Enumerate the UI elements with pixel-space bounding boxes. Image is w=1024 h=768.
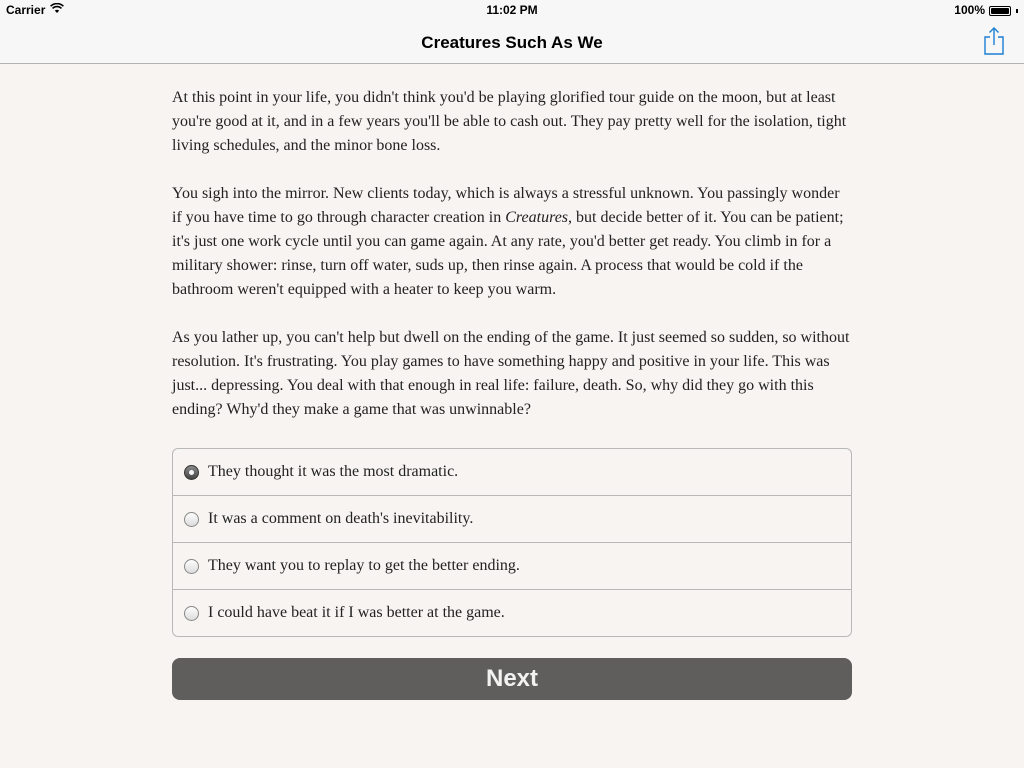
game-title-italic: Creatures — [505, 209, 569, 226]
choice-option-4[interactable] — [173, 590, 851, 636]
status-bar — [0, 0, 1024, 20]
battery-icon — [989, 6, 1011, 16]
share-icon — [982, 26, 1006, 56]
choice-label: They thought it was the most dramatic. — [208, 463, 459, 480]
next-button[interactable]: Next — [172, 658, 852, 700]
radio-button-icon[interactable] — [184, 512, 199, 527]
battery-fill — [991, 8, 1009, 14]
page-title: Creatures Such As We — [421, 33, 603, 52]
status-time: 11:02 PM — [486, 3, 538, 17]
carrier-label: Carrier — [6, 3, 46, 17]
choice-option-3[interactable] — [173, 543, 851, 590]
choice-option-2[interactable] — [173, 496, 851, 543]
choice-label: I could have beat it if I was better at the game. — [208, 604, 505, 621]
story-text — [172, 86, 852, 446]
choice-option-1[interactable] — [173, 449, 851, 496]
radio-button-icon[interactable] — [184, 606, 199, 621]
share-button[interactable] — [982, 26, 1006, 56]
battery-percent: 100% — [954, 3, 985, 17]
battery-cap — [1016, 9, 1018, 13]
radio-button-icon[interactable] — [184, 465, 199, 480]
choice-label: They want you to replay to get the better ending. — [208, 557, 520, 574]
navigation-bar — [0, 20, 1024, 64]
story-paragraph-1: At this point in your life, you didn't think you'd be playing glorified tour guide on the moon, but at least you're good at it, and in a few years you'll be able to cash out. They pay pretty well for the isolation, tight living schedules, and the minor bone loss. — [172, 89, 847, 154]
radio-button-icon[interactable] — [184, 559, 199, 574]
choice-list — [172, 448, 852, 637]
story-paragraph-2 — [172, 182, 852, 302]
story-paragraph-2-end: , but decide better of it. You can be patient; it's just one work cycle until you can game again. At any rate, you'd better get ready. You climb in for a military shower: rinse, turn off water, suds up, then rinse again. A process that would be cold if the bathroom weren't equipped with a heater to keep you warm. — [172, 209, 844, 298]
story-paragraph-3: As you lather up, you can't help but dwell on the ending of the game. It just seemed so sudden, so without resolution. It's frustrating. You play games to have something happy and positive in your life. This was just... depressing. You deal with that enough in real life: failure, death. So, why did they go with this ending? Why'd they make a game that was unwinnable? — [172, 329, 850, 418]
choice-label: It was a comment on death's inevitability. — [208, 510, 474, 527]
story-paragraph-2-start: You sigh into the mirror. New clients today, which is always a stressful unknown. You passingly wonder if you have time to go through character creation in — [172, 185, 840, 226]
status-right — [954, 3, 1018, 17]
